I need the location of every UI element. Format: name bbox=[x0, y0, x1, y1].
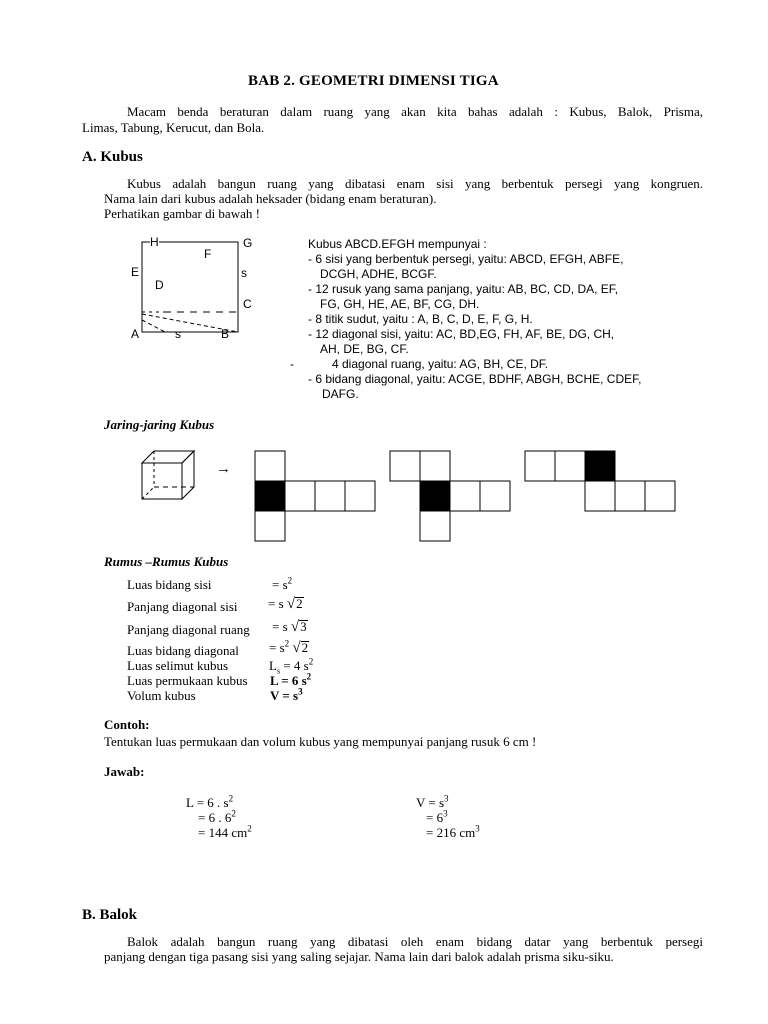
small-cube-icon bbox=[142, 451, 194, 499]
rumus-diagonal-sisi-value: = s √2 bbox=[268, 596, 303, 612]
property-rusuk: - 12 rusuk yang sama panjang, yaitu: AB, BC, CD, DA, EF, bbox=[308, 282, 619, 296]
cube-label-d: D bbox=[155, 278, 164, 292]
rumus-luas-permukaan-label: Luas permukaan kubus bbox=[127, 673, 248, 688]
net-step bbox=[390, 451, 510, 541]
kubus-definition-line-3: Perhatikan gambar di bawah ! bbox=[104, 206, 260, 221]
rumus-heading: Rumus –Rumus Kubus bbox=[104, 554, 229, 569]
cube-label-b: B bbox=[221, 327, 230, 341]
intro-line-2: Limas, Tabung, Kerucut, dan Bola. bbox=[82, 120, 265, 135]
property-diagonal-ruang: 4 diagonal ruang, yaitu: AG, BH, CE, DF. bbox=[332, 357, 549, 371]
cube-label-c: C bbox=[243, 297, 252, 311]
net-stair bbox=[525, 451, 675, 511]
property-diagonal-sisi-cont: AH, DE, BG, CF. bbox=[320, 342, 409, 356]
contoh-question: Tentukan luas permukaan dan volum kubus yang mempunyai panjang rusuk 6 cm ! bbox=[104, 734, 537, 749]
property-diagonal-sisi: - 12 diagonal sisi, yaitu: AC, BD,EG, FH, AF, BE, DG, CH, bbox=[308, 327, 615, 341]
balok-definition-line-1: Balok adalah bangun ruang yang dibatasi oleh enam bidang datar yang berbentuk persegi bbox=[127, 934, 703, 949]
jawab-luas-line-3: = 144 $cm^2$ bbox=[198, 823, 252, 840]
cube-label-g: G bbox=[243, 236, 253, 250]
property-rusuk-cont: FG, GH, HE, AE, BF, CG, DH. bbox=[320, 297, 480, 311]
rumus-bidang-diagonal-value: = $s^2$ √2 bbox=[269, 638, 309, 656]
rumus-bidang-diagonal-label: Luas bidang diagonal bbox=[127, 643, 239, 658]
section-a-heading: A. Kubus bbox=[82, 149, 143, 165]
rumus-luas-sisi-value: = $s^2$ bbox=[272, 575, 293, 592]
property-diagonal-ruang-bullet: - bbox=[290, 357, 294, 371]
jawab-luas-line-2: = 6 . $6^2$ bbox=[198, 808, 236, 825]
kubus-definition-line-2: Nama lain dari kubus adalah heksader (bidang enam beraturan). bbox=[104, 191, 437, 206]
cube-label-s-right: s bbox=[241, 266, 247, 280]
balok-definition-line-2: panjang dengan tiga pasang sisi yang saling sejajar. Nama lain dari balok adalah prisma siku-siku. bbox=[104, 949, 614, 964]
jawab-volum-line-1: $V = s^3$ bbox=[416, 793, 449, 810]
kubus-definition-line-1: Kubus adalah bangun ruang yang dibatasi enam sisi yang berbentuk persegi yang kongruen. bbox=[127, 176, 703, 191]
jawab-volum-line-2: = $6^3$ bbox=[426, 808, 448, 825]
jawab-luas-line-1: L = 6 . $s^2$ bbox=[186, 793, 234, 810]
property-sisi: - 6 sisi yang berbentuk persegi, yaitu: ABCD, EFGH, ABFE, bbox=[308, 252, 624, 266]
cube-label-a: A bbox=[131, 327, 140, 341]
properties-heading: Kubus ABCD.EFGH mempunyai : bbox=[308, 237, 487, 251]
rumus-volum-label: Volum kubus bbox=[127, 688, 196, 703]
property-sisi-cont: DCGH, ADHE, BCGF. bbox=[320, 267, 437, 281]
property-bidang-diagonal: - 6 bidang diagonal, yaitu: ACGE, BDHF, ABGH, BCHE, CDEF, bbox=[308, 372, 642, 386]
right-arrow-icon: → bbox=[216, 461, 231, 477]
rumus-luas-selimut-label: Luas selimut kubus bbox=[127, 658, 229, 673]
property-titik-sudut: - 8 titik sudut, yaitu : A, B, C, D, E, F, G, H. bbox=[308, 312, 533, 326]
cube-label-e: E bbox=[131, 265, 140, 279]
section-b-heading: B. Balok bbox=[82, 907, 138, 923]
rumus-luas-permukaan-value: L = 6 $s^2$ bbox=[270, 671, 312, 688]
jawab-heading: Jawab: bbox=[104, 764, 145, 779]
contoh-heading: Contoh: bbox=[104, 717, 150, 732]
page-title: BAB 2. GEOMETRI DIMENSI TIGA bbox=[248, 73, 499, 89]
rumus-luas-sisi-label: Luas bidang sisi bbox=[127, 577, 212, 592]
cube-label-s-bottom: s bbox=[175, 327, 181, 341]
cube-label-f: F bbox=[204, 247, 212, 261]
rumus-luas-selimut-value: $L_s = 4$ $s^2$ bbox=[269, 656, 314, 676]
rumus-volum-value: $V = s^3$ bbox=[270, 686, 303, 703]
jawab-volum-line-3: = 216 $cm^3$ bbox=[426, 823, 480, 840]
cube-label-h: H bbox=[150, 235, 159, 249]
intro-line-1: Macam benda beraturan dalam ruang yang akan kita bahas adalah : Kubus, Balok, Prisma, bbox=[127, 104, 703, 119]
rumus-diagonal-ruang-label: Panjang diagonal ruang bbox=[127, 622, 250, 637]
rumus-diagonal-ruang-value: = s √3 bbox=[272, 619, 307, 635]
jaring-heading: Jaring-jaring Kubus bbox=[104, 417, 215, 432]
property-bidang-diagonal-cont: DAFG. bbox=[322, 387, 359, 401]
rumus-diagonal-sisi-label: Panjang diagonal sisi bbox=[127, 599, 238, 614]
net-cross bbox=[255, 451, 375, 541]
